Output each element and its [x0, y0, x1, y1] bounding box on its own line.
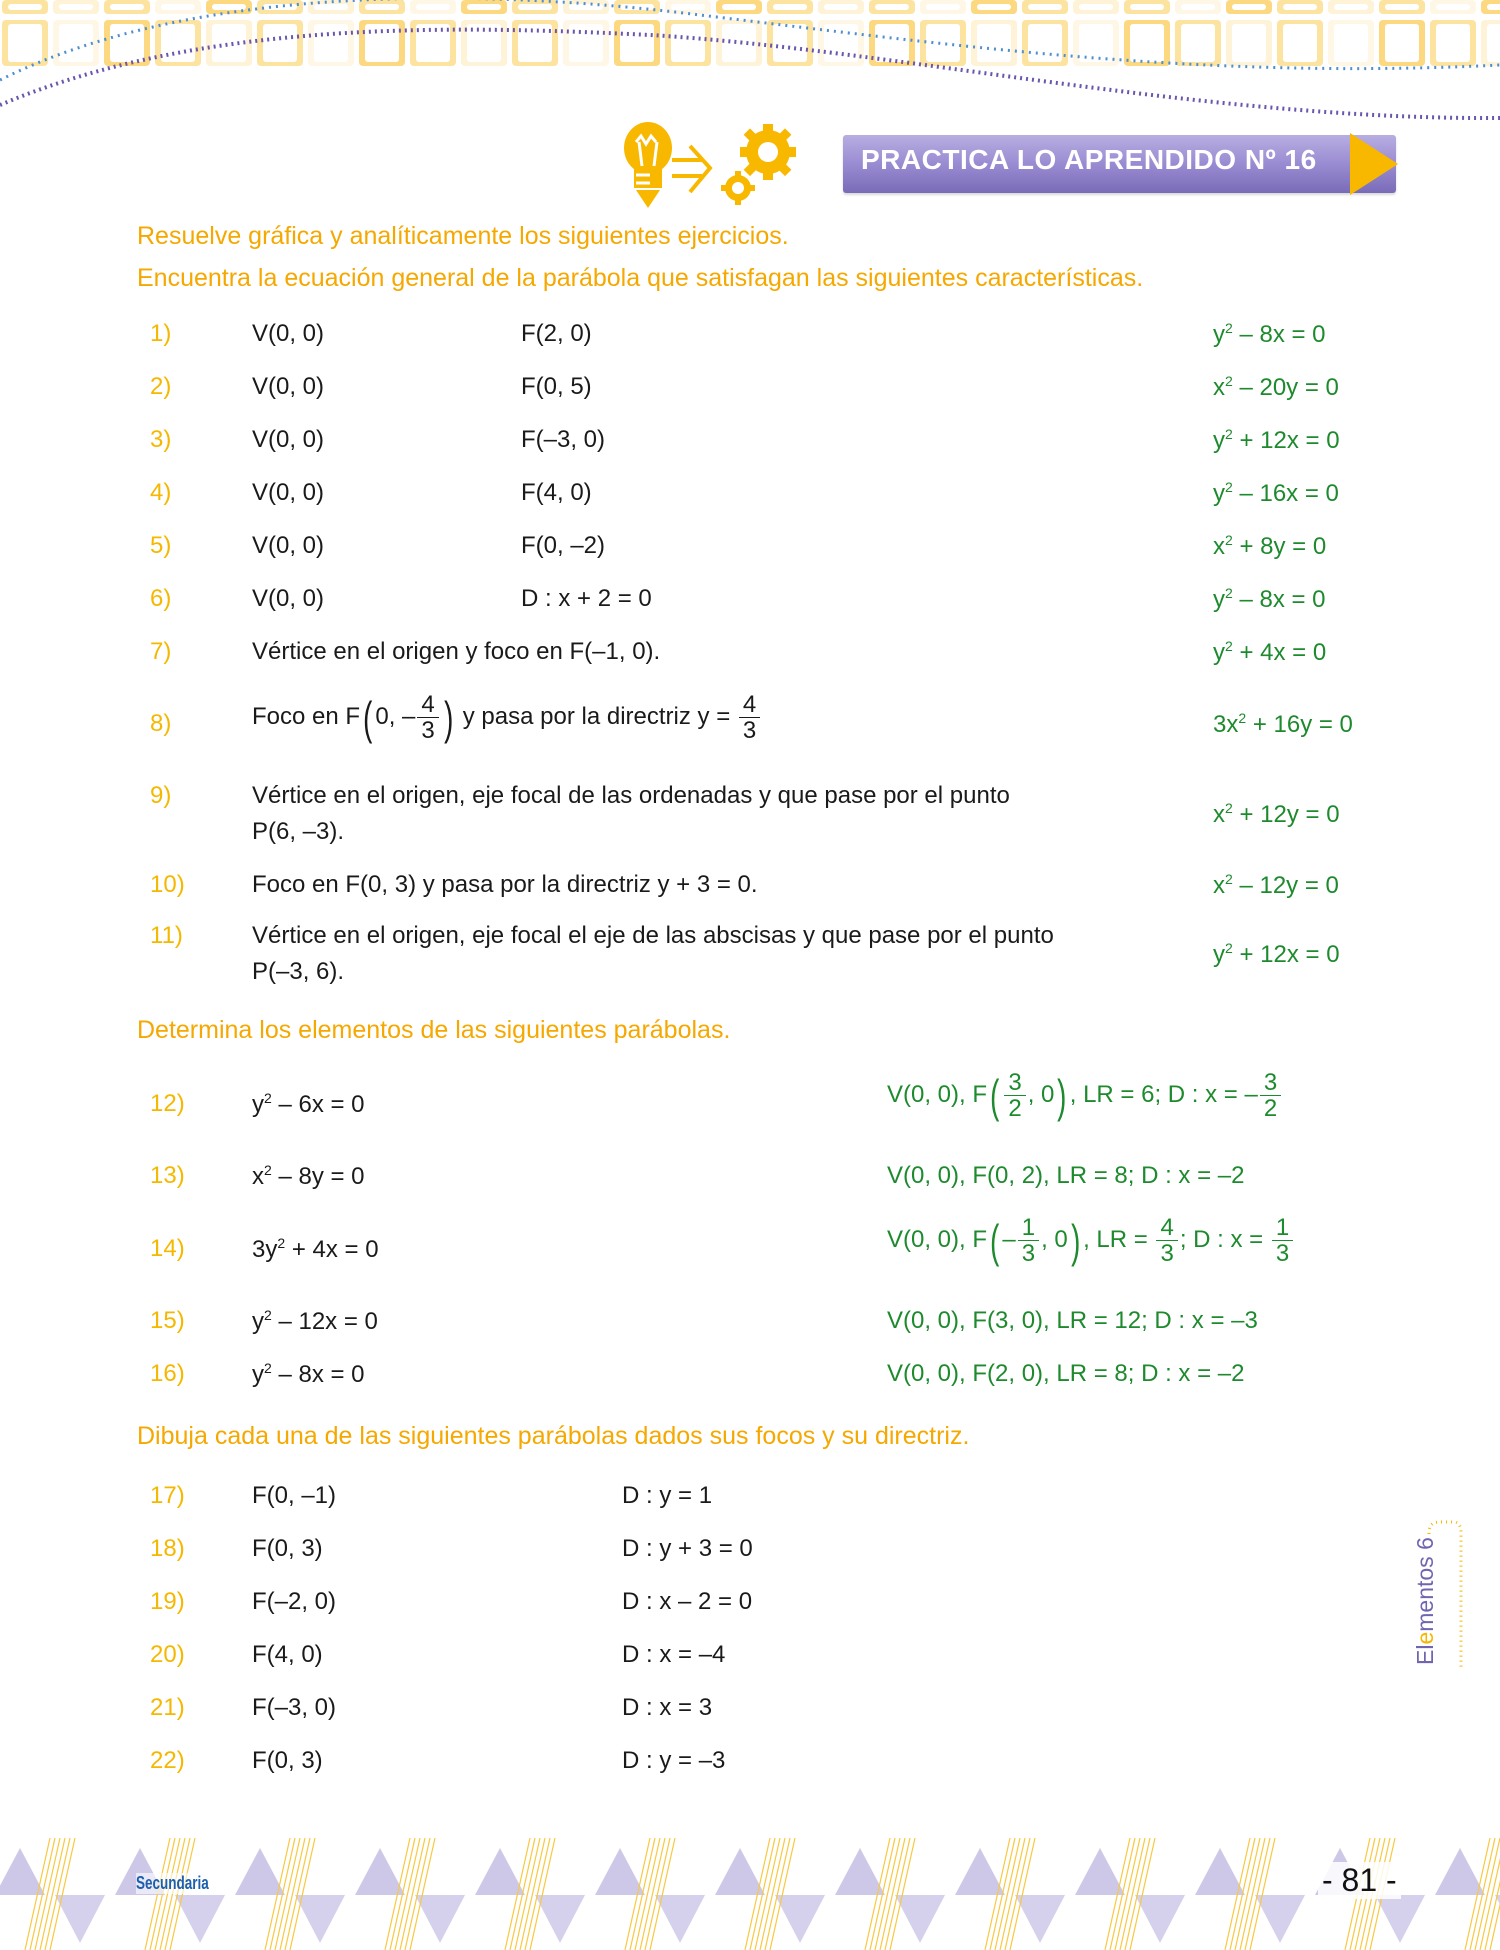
- decor-box-inner: [671, 4, 705, 10]
- numerator: 4: [1156, 1215, 1177, 1241]
- exercise-text: Foco en F(0, 3) y pasa por la directriz y + 3 = 0.: [252, 871, 758, 898]
- decor-stroke: [1245, 1838, 1270, 1950]
- focus: F(0, –2): [521, 532, 606, 559]
- instruction-encuentra: Encuentra la ecuación general de la parábola que satisfagan las siguientes características.: [137, 264, 1144, 292]
- vertex: V(0, 0): [252, 479, 325, 506]
- numerator: 4: [739, 692, 760, 718]
- decor-box-inner: [977, 24, 1011, 62]
- exercise-number: 19): [150, 1588, 185, 1615]
- decor-stroke: [885, 1838, 910, 1950]
- decor-triangle: [475, 1848, 525, 1895]
- answer-rest: + 16y = 0: [1246, 711, 1353, 738]
- decor-triangle: [775, 1895, 825, 1943]
- answer: V(0, 0), F(2, 0), LR = 8; D : x = –2: [887, 1360, 1245, 1387]
- paren-open: (: [990, 1214, 1000, 1267]
- footer-brand: Secundaria: [136, 1873, 209, 1893]
- decor-stroke: [1125, 1838, 1150, 1950]
- decor-box-inner: [518, 4, 552, 10]
- denominator: 2: [1008, 1095, 1022, 1123]
- directrix: D : y = –3: [622, 1747, 726, 1774]
- decor-triangle: [1075, 1848, 1125, 1895]
- exercise-number: 6): [150, 585, 172, 612]
- answer: [887, 1215, 1295, 1266]
- decor-stroke: [1010, 1838, 1035, 1950]
- label-part: e: [1412, 1631, 1438, 1645]
- bottom-decoration: [0, 1838, 1500, 1950]
- paren-close: ): [443, 691, 454, 744]
- answer-rest: – 12y = 0: [1232, 872, 1339, 899]
- decor-box-inner: [1181, 4, 1215, 10]
- eq-rest: – 12x = 0: [271, 1308, 378, 1335]
- exercise-text: [252, 692, 762, 743]
- decor-box-inner: [263, 24, 297, 62]
- directrix: D : x = 3: [622, 1694, 713, 1721]
- paren-open: (: [990, 1069, 1000, 1122]
- instruction-dibuja: Dibuja cada una de las siguientes parábolas dados sus focos y su directriz.: [137, 1422, 970, 1450]
- decor-box-inner: [1436, 4, 1470, 10]
- answer-base: y: [1213, 427, 1225, 454]
- answer-base: x: [1213, 801, 1225, 828]
- page-number: - 81 -: [1318, 1862, 1401, 1899]
- directrix: D : y + 3 = 0: [622, 1535, 753, 1562]
- text-part: V(0, 0), F: [887, 1226, 988, 1254]
- decor-box-inner: [212, 24, 246, 62]
- exercise-text: Vértice en el origen y foco en F(–1, 0).: [252, 638, 661, 665]
- decor-box-inner: [1232, 24, 1266, 62]
- decor-box-inner: [8, 4, 42, 10]
- decor-stroke: [650, 1838, 675, 1950]
- decor-stroke: [645, 1838, 670, 1950]
- label-part: mentos 6: [1412, 1537, 1438, 1632]
- decor-triangle: [175, 1895, 225, 1943]
- exercise-number: 18): [150, 1535, 185, 1562]
- vertex: V(0, 0): [252, 426, 325, 453]
- answer-rest: + 12x = 0: [1232, 941, 1340, 968]
- exponent: 2: [1225, 479, 1233, 495]
- decor-box-inner: [1232, 4, 1266, 10]
- decor-stroke: [1005, 1838, 1030, 1950]
- decor-stroke: [770, 1838, 795, 1950]
- focus: F(0, 5): [521, 373, 592, 400]
- exponent: 2: [264, 1090, 272, 1106]
- side-tab-label: [1412, 1537, 1439, 1665]
- decor-triangle: [535, 1895, 585, 1943]
- decor-box-inner: [212, 4, 246, 10]
- instruction-determina: Determina los elementos de las siguientes parábolas.: [137, 1016, 731, 1044]
- numerator: 3: [1260, 1070, 1281, 1096]
- exercise-number: 1): [150, 320, 172, 347]
- exponent: 2: [1225, 373, 1233, 389]
- eq-base: x: [252, 1163, 264, 1190]
- answer: [1213, 320, 1326, 349]
- vertex: V(0, 0): [252, 585, 325, 612]
- answer: V(0, 0), F(3, 0), LR = 12; D : x = –3: [887, 1307, 1258, 1334]
- decor-box-inner: [620, 24, 654, 62]
- arrow-right-icon: [672, 146, 710, 192]
- decor-box-inner: [416, 4, 450, 10]
- decor-triangle: [1135, 1895, 1185, 1943]
- exercise-number: 8): [150, 710, 172, 737]
- header-icons: [620, 120, 830, 210]
- decor-box-inner: [1334, 24, 1368, 62]
- decor-box-inner: [926, 24, 960, 62]
- paren-open: (: [363, 691, 373, 744]
- decor-box-inner: [824, 24, 858, 62]
- exercise-number: 14): [150, 1235, 185, 1262]
- focus: F(0, 3): [252, 1747, 323, 1774]
- decor-box-inner: [977, 4, 1011, 10]
- top-decoration: [0, 0, 1500, 120]
- exercise-number: 11): [150, 922, 183, 949]
- focus: F(0, –1): [252, 1482, 337, 1509]
- decor-box-inner: [8, 24, 42, 62]
- decor-box-inner: [1283, 24, 1317, 62]
- vertex: V(0, 0): [252, 532, 325, 559]
- answer: [1213, 940, 1340, 969]
- answer: [1213, 373, 1339, 402]
- answer-base: y: [1213, 480, 1225, 507]
- exercise-text-line2: P(–3, 6).: [252, 958, 345, 985]
- answer-rest: – 8x = 0: [1232, 321, 1326, 348]
- decor-triangle: [595, 1848, 645, 1895]
- focus: F(4, 0): [521, 479, 592, 506]
- decor-triangle: [1195, 1848, 1245, 1895]
- paren-close: ): [1070, 1214, 1081, 1267]
- exercise-number: 2): [150, 373, 172, 400]
- answer-base: x: [1213, 872, 1225, 899]
- lightbulb-icon: [624, 122, 672, 208]
- text-part: V(0, 0), F: [887, 1081, 988, 1109]
- decor-box-inner: [110, 4, 144, 10]
- exponent: 2: [1225, 940, 1233, 956]
- decor-box-inner: [161, 4, 195, 10]
- decor-box-inner: [1130, 4, 1164, 10]
- text-part: , LR =: [1083, 1226, 1155, 1254]
- answer-rest: – 8x = 0: [1232, 586, 1326, 613]
- text-part: y pasa por la directriz y =: [456, 703, 737, 731]
- decor-box-inner: [926, 4, 960, 10]
- decor-box-inner: [314, 4, 348, 10]
- exercise-number: 15): [150, 1307, 185, 1334]
- decor-stroke: [410, 1838, 435, 1950]
- text-part: –: [1002, 1226, 1016, 1254]
- answer: [1213, 800, 1340, 829]
- text-part: Foco en F: [252, 703, 361, 731]
- answer-rest: – 16x = 0: [1232, 480, 1339, 507]
- decor-triangle: [295, 1895, 345, 1943]
- denominator: 3: [1275, 1240, 1290, 1268]
- answer-rest: + 12x = 0: [1232, 427, 1340, 454]
- eq-base: y: [252, 1308, 264, 1335]
- decor-box-inner: [1385, 4, 1419, 10]
- fraction: [417, 692, 438, 743]
- focus: F(4, 0): [252, 1641, 323, 1668]
- decor-stroke: [1250, 1838, 1275, 1950]
- directrix: D : y = 1: [622, 1482, 713, 1509]
- eq-base: y: [252, 1091, 264, 1118]
- directrix: D : x = –4: [622, 1641, 726, 1668]
- answer: [1213, 426, 1340, 455]
- numerator: 4: [417, 692, 438, 718]
- equation: [252, 1235, 379, 1264]
- decor-stroke: [290, 1838, 315, 1950]
- fraction: [1260, 1070, 1281, 1121]
- decor-stroke: [530, 1838, 555, 1950]
- decor-stroke: [165, 1838, 190, 1950]
- directrix: D : x + 2 = 0: [521, 585, 652, 612]
- exercise-number: 16): [150, 1360, 185, 1387]
- exponent: 2: [264, 1360, 272, 1376]
- decor-box-inner: [1028, 4, 1062, 10]
- denominator: 3: [1160, 1240, 1174, 1268]
- decor-triangle: [1015, 1895, 1065, 1943]
- vertex: V(0, 0): [252, 373, 325, 400]
- text-part: ; D : x =: [1179, 1226, 1270, 1254]
- fraction: [1004, 1070, 1025, 1121]
- answer-base: y: [1213, 941, 1225, 968]
- answer: [1213, 871, 1339, 900]
- decor-box-inner: [1283, 4, 1317, 10]
- answer: [1213, 710, 1353, 739]
- exponent: 2: [1225, 426, 1233, 442]
- decor-triangle: [1375, 1895, 1425, 1943]
- decor-stroke: [765, 1838, 790, 1950]
- exercise-number: 3): [150, 426, 172, 453]
- eq-rest: – 8y = 0: [271, 1163, 365, 1190]
- focus: F(–2, 0): [252, 1588, 337, 1615]
- exercise-number: 22): [150, 1747, 185, 1774]
- denominator: 3: [1021, 1240, 1036, 1268]
- exercise-number: 20): [150, 1641, 185, 1668]
- decor-box-inner: [773, 4, 807, 10]
- focus: F(–3, 0): [252, 1694, 337, 1721]
- answer-rest: + 12y = 0: [1232, 801, 1340, 828]
- exercise-text-line1: Vértice en el origen, eje focal de las ordenadas y que pase por el punto: [252, 782, 1010, 809]
- decor-box-inner: [1334, 4, 1368, 10]
- decor-box-inner: [671, 24, 705, 62]
- decor-box-inner: [1385, 24, 1419, 62]
- exponent: 2: [277, 1235, 286, 1251]
- fraction: [739, 692, 760, 743]
- paren-close: ): [1057, 1069, 1067, 1122]
- exponent: 2: [1225, 320, 1233, 336]
- gears-icon: [721, 124, 796, 205]
- exercise-number: 17): [150, 1482, 185, 1509]
- answer: [1213, 479, 1339, 508]
- exponent: 2: [1225, 871, 1233, 887]
- fraction: [1156, 1215, 1177, 1266]
- decor-stroke: [170, 1838, 195, 1950]
- answer: V(0, 0), F(0, 2), LR = 8; D : x = –2: [887, 1162, 1245, 1189]
- vertex: V(0, 0): [252, 320, 325, 347]
- decor-triangle: [1255, 1895, 1305, 1943]
- instruction-resuelve: Resuelve gráfica y analíticamente los siguientes ejercicios.: [137, 222, 789, 250]
- exercise-number: 12): [150, 1090, 185, 1117]
- text-part: , 0: [1041, 1226, 1068, 1254]
- answer-rest: – 20y = 0: [1232, 374, 1339, 401]
- directrix: D : x – 2 = 0: [622, 1588, 753, 1615]
- decor-triangle: [355, 1848, 405, 1895]
- decor-box-inner: [1436, 24, 1470, 62]
- equation: [252, 1360, 365, 1389]
- exercise-number: 4): [150, 479, 172, 506]
- decor-box-inner: [518, 24, 552, 62]
- decor-stroke: [525, 1838, 550, 1950]
- fraction: [1018, 1215, 1039, 1266]
- decor-box-inner: [1130, 24, 1164, 62]
- fraction: [1272, 1215, 1293, 1266]
- decor-triangle: [955, 1848, 1005, 1895]
- focus: F(0, 3): [252, 1535, 323, 1562]
- numerator: 1: [1018, 1215, 1039, 1241]
- decor-stroke: [1130, 1838, 1155, 1950]
- answer-rest: + 8y = 0: [1232, 533, 1327, 560]
- decor-box-inner: [1487, 24, 1500, 62]
- exercise-number: 21): [150, 1694, 185, 1721]
- decor-triangle: [415, 1895, 465, 1943]
- eq-rest: – 6x = 0: [271, 1091, 365, 1118]
- practice-banner: [843, 135, 1396, 193]
- exercise-number: 10): [150, 871, 185, 898]
- decor-box-inner: [824, 4, 858, 10]
- exercise-text-line1: Vértice en el origen, eje focal el eje de las abscisas y que pase por el punto: [252, 922, 1054, 949]
- banner-title: PRACTICA LO APRENDIDO Nº 16: [861, 144, 1317, 175]
- eq-rest: – 8x = 0: [271, 1361, 365, 1388]
- answer: [887, 1070, 1283, 1121]
- decor-box-inner: [1181, 24, 1215, 62]
- exponent: 2: [1238, 710, 1247, 726]
- equation: [252, 1162, 365, 1191]
- label-part: El: [1412, 1644, 1438, 1665]
- numerator: 3: [1004, 1070, 1025, 1096]
- decor-box-inner: [467, 4, 501, 10]
- answer-base: x: [1213, 533, 1225, 560]
- answer-base: 3x: [1213, 711, 1239, 738]
- numerator: 1: [1272, 1215, 1293, 1241]
- text-part: 0, –: [375, 703, 416, 731]
- decor-box-inner: [1079, 4, 1113, 10]
- decor-box-inner: [416, 24, 450, 62]
- decor-box-inner: [722, 24, 756, 62]
- exercise-number: 9): [150, 782, 172, 809]
- decor-box-inner: [365, 4, 399, 10]
- answer-base: y: [1213, 639, 1225, 666]
- decor-box-inner: [263, 4, 297, 10]
- decor-box-inner: [875, 24, 909, 62]
- decor-triangle: [715, 1848, 765, 1895]
- eq-rest: + 4x = 0: [285, 1236, 379, 1263]
- denominator: 2: [1263, 1095, 1278, 1123]
- decor-box-inner: [773, 24, 807, 62]
- decor-box-inner: [875, 4, 909, 10]
- decor-stroke: [50, 1838, 75, 1950]
- decor-triangle: [235, 1848, 285, 1895]
- decor-stroke: [285, 1838, 310, 1950]
- decor-triangle: [895, 1895, 945, 1943]
- text-part: , LR = 6; D : x = –: [1069, 1081, 1258, 1109]
- answer-base: x: [1213, 374, 1225, 401]
- decor-stroke: [890, 1838, 915, 1950]
- eq-base: y: [252, 1361, 264, 1388]
- equation: [252, 1307, 378, 1336]
- decor-box-inner: [1079, 24, 1113, 62]
- decor-box-inner: [1487, 4, 1500, 10]
- exercise-number: 5): [150, 532, 172, 559]
- decor-triangle: [1435, 1848, 1485, 1895]
- decor-box-inner: [620, 4, 654, 10]
- decor-box-inner: [59, 24, 93, 62]
- exercise-text-line2: P(6, –3).: [252, 818, 345, 845]
- exponent: 2: [1225, 585, 1233, 601]
- decor-triangle: [835, 1848, 885, 1895]
- answer: [1213, 532, 1326, 561]
- focus: F(2, 0): [521, 320, 592, 347]
- decor-box-inner: [161, 24, 195, 62]
- focus: F(–3, 0): [521, 426, 606, 453]
- decor-box-inner: [314, 24, 348, 62]
- eq-base: 3y: [252, 1236, 278, 1263]
- exponent: 2: [1225, 638, 1233, 654]
- answer-base: y: [1213, 321, 1225, 348]
- equation: [252, 1090, 365, 1119]
- answer: [1213, 585, 1326, 614]
- answer-rest: + 4x = 0: [1232, 639, 1327, 666]
- exponent: 2: [1225, 532, 1233, 548]
- exponent: 2: [264, 1162, 272, 1178]
- decor-triangle: [55, 1895, 105, 1943]
- decor-triangle: [655, 1895, 705, 1943]
- exercise-number: 7): [150, 638, 172, 665]
- answer: [1213, 638, 1326, 667]
- exercise-number: 13): [150, 1162, 185, 1189]
- decor-box-inner: [722, 4, 756, 10]
- denominator: 3: [742, 717, 757, 745]
- answer-base: y: [1213, 586, 1225, 613]
- decor-stroke: [45, 1838, 70, 1950]
- decor-box-inner: [59, 4, 93, 10]
- text-part: , 0: [1027, 1081, 1055, 1109]
- denominator: 3: [421, 717, 435, 745]
- exponent: 2: [264, 1307, 272, 1323]
- decor-stroke: [405, 1838, 430, 1950]
- banner-arrow-icon: [1350, 133, 1398, 195]
- exponent: 2: [1225, 800, 1233, 816]
